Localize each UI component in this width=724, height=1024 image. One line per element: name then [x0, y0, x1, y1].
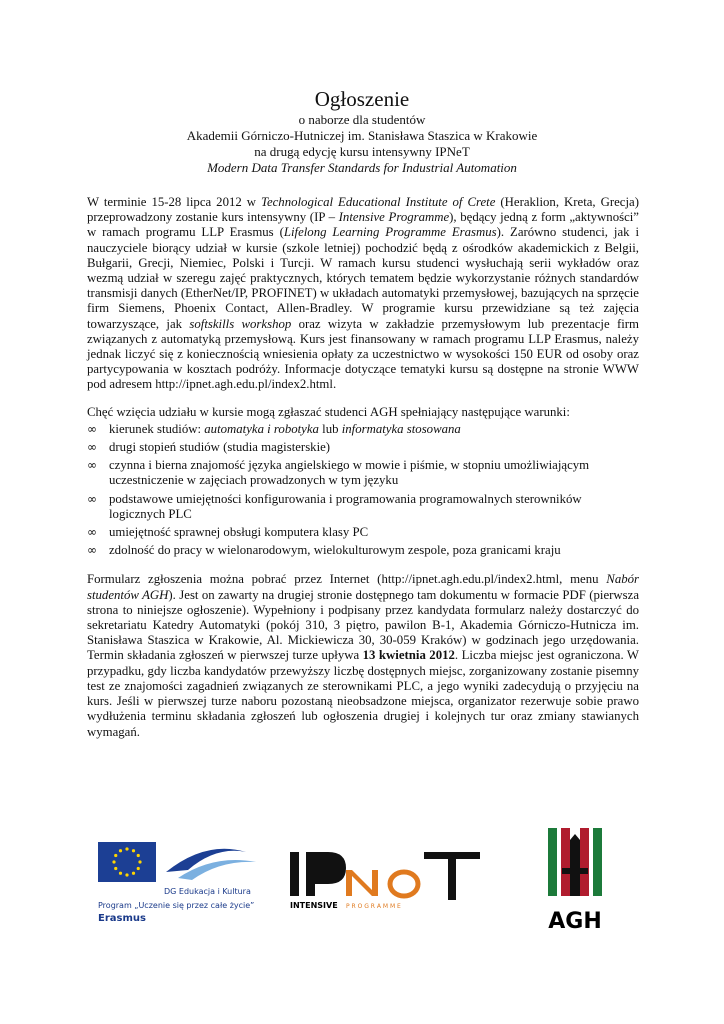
lifelong-program-label: Program „Uczenie się przez całe życie” [98, 901, 255, 910]
ipnet-programme-label: P R O G R A M M E [346, 903, 401, 910]
list-item [87, 492, 639, 522]
agh-text: AGH [548, 909, 602, 934]
list-item [87, 458, 639, 488]
eu-star-icon [114, 854, 117, 857]
ipnet-letter-n-icon [346, 870, 378, 896]
subtitle-line-3: na drugą edycję kursu intensywny IPNeT [254, 144, 470, 159]
condition-text: podstawowe umiejętności konfigurowania i programowania programowalnych sterowników logicznych PLC [109, 491, 582, 521]
ipnet-logo [286, 846, 486, 926]
eu-star-icon [112, 860, 115, 863]
logos-row [0, 820, 724, 940]
eu-star-icon [132, 849, 135, 852]
text-span: ). Jest on zawarty na drugiej stronie dostępnego tam dokumentu w formacie PDF (pierwsza strona to niniejsze ogłoszenie). Wypełniony i podpisany przez kandydata formularz należy dostarczyć do sekretariatu Katedry Automatyki (pokój 310, 3 piętro, pawilon B-1, Akademia Górniczo-Hutnicza im. Stanisława Staszica w Krakowie, Al. Mickiewicza 30, 30-059 Kraków) w godzinach jego urzędowania. Termin składania zgłoszeń w pierwszej turze upływa [87, 587, 639, 663]
agh-logo [540, 820, 610, 940]
eu-star-icon [137, 867, 140, 870]
document-body [87, 195, 639, 740]
infinity-bullet-icon: ∞ [87, 491, 97, 506]
list-item [87, 422, 639, 437]
list-item [87, 543, 639, 558]
eu-star-icon [137, 854, 140, 857]
softskills-term: softskills workshop [189, 316, 292, 331]
eu-star-icon [125, 873, 128, 876]
text-span: lub [318, 421, 342, 436]
condition-text: drugi stopień studiów (studia magisterskie) [109, 440, 331, 455]
subtitle-line-2: Akademii Górniczo-Hutniczej im. Stanisława Staszica w Krakowie [186, 128, 538, 143]
infinity-bullet-icon: ∞ [87, 421, 97, 436]
text-span: . Liczba miejsc jest ograniczona. W przypadku, gdy liczba kandydatów przewyższy liczbę dostępnych miejsc, zorganizowany zostanie pisemny test ze znajomości zagadnień związanych ze sterownikami PLC, a jego wyniki zadecydują o przyjęciu na kurs. Jeśli w pierwszej turze naboru pozostaną nieobsadzone miejsca, organizator rezerwuje sobie prawo wydłużenia terminu składania zgłoszeń lub ogłoszenia drugiej i kolejnych tur oraz zmiany stawianych wymagań. [87, 648, 639, 739]
text-span: ). Zarówno studenci, jak i nauczyciele biorący udział w kursie (szkole letniej) pochodzić będą z ośrodków akademickich z Belgii, Bułgarii, Grecji, Niemiec, Polski i Turcji. W ramach kursu studenci wysłuchają serii wykładów oraz wezmą udział w szeregu zajęć praktycznych, których tematem będzie wykorzystanie różnych standardów transmisji danych (EtherNet/IP, PROFINET) w układach automatyki przemysłowej, bazujących na sprzęcie firm Siemens, Phoenix Contact, Allen-Bradley. W programie kursu przewidziane są też zajęcia towarzyszące, jak [87, 225, 639, 331]
document-title: Ogłoszenie [314, 87, 410, 111]
condition-text: umiejętność sprawnej obsługi komputera klasy PC [109, 525, 369, 540]
text-span: (Heraklion, Kreta, Grecja) przeprowadzony zostanie kurs intensywny (IP – [87, 195, 639, 225]
infinity-bullet-icon: ∞ [87, 525, 97, 540]
deadline-date: 13 kwietnia 2012 [362, 648, 455, 663]
eu-star-icon [119, 849, 122, 852]
ipnet-intensive-label: INTENSIVE [290, 901, 338, 910]
text-span: Formularz zgłoszenia można pobrać przez Internet (http://ipnet.agh.edu.pl/index2.html, menu [87, 572, 607, 587]
condition-text: zdolność do pracy w wielonarodowym, wielokulturowym zespole, poza granicami kraju [109, 543, 561, 558]
dg-education-label: DG Edukacja i Kultura [164, 887, 251, 896]
llp-erasmus-term: Lifelong Learning Programme Erasmus [283, 225, 497, 240]
paragraph-application-form [87, 572, 639, 739]
field-of-study: informatyka stosowana [341, 421, 461, 436]
list-item [87, 440, 639, 455]
intensive-programme-term: Intensive Programme [338, 210, 450, 225]
ipnet-letter-t-icon [448, 852, 456, 900]
paragraph-course-info [87, 195, 639, 393]
ipnet-letter-e-icon [390, 872, 418, 896]
field-of-study: automatyka i robotyka [204, 421, 319, 436]
agh-emblem-icon [548, 828, 602, 896]
conditions-list [87, 422, 639, 559]
institute-name: Technological Educational Institute of Crete [261, 195, 496, 209]
announcement-header [0, 86, 724, 176]
ipnet-letter-i-icon [290, 852, 299, 896]
infinity-bullet-icon: ∞ [87, 458, 97, 473]
eu-star-icon [132, 872, 135, 875]
erasmus-label: Erasmus [98, 913, 146, 924]
conditions-intro: Chęć wzięcia udziału w kursie mogą zgłaszać studenci AGH spełniający następujące warunki: [87, 404, 570, 419]
text-span: W terminie 15-28 lipca 2012 w [87, 195, 261, 209]
text-span: kierunek studiów: [109, 421, 205, 436]
menu-name: Nabór studentów AGH [87, 572, 639, 602]
eu-star-icon [114, 867, 117, 870]
infinity-bullet-icon: ∞ [87, 543, 97, 558]
eu-star-icon [119, 872, 122, 875]
course-name: Modern Data Transfer Standards for Industrial Automation [207, 160, 517, 175]
text-span: ), będący jedną z form „aktywności” w ramach programu LLP Erasmus ( [87, 210, 639, 240]
infinity-bullet-icon: ∞ [87, 440, 97, 455]
eu-star-icon [125, 847, 128, 850]
eu-star-icon [138, 860, 141, 863]
list-item [87, 525, 639, 540]
text-span: oraz wizyta w zakładzie przemysłowym lub prezentacje firm związanych z automatyką przemysłową. Kurs jest finansowany w ramach programu LLP Erasmus, należy jednak liczyć się z koniecznością wniesienia opłaty za uczestnictwo w wysokości 150 EUR od osoby oraz partycypowania w kosztach podróży. Informacje dotyczące tematyki kursu są dostępne na stronie WWW pod adresem http://ipnet.agh.edu.pl/index2.html. [87, 316, 640, 392]
subtitle-line-1: o naborze dla studentów [298, 112, 426, 127]
eu-erasmus-logo [96, 840, 266, 930]
ipnet-letter-p-icon [306, 852, 346, 896]
condition-text: czynna i bierna znajomość języka angielskiego w mowie i piśmie, w stopniu umożliwiającym uczestniczenie w zajęciach prowadzonych w tym języku [109, 458, 590, 488]
